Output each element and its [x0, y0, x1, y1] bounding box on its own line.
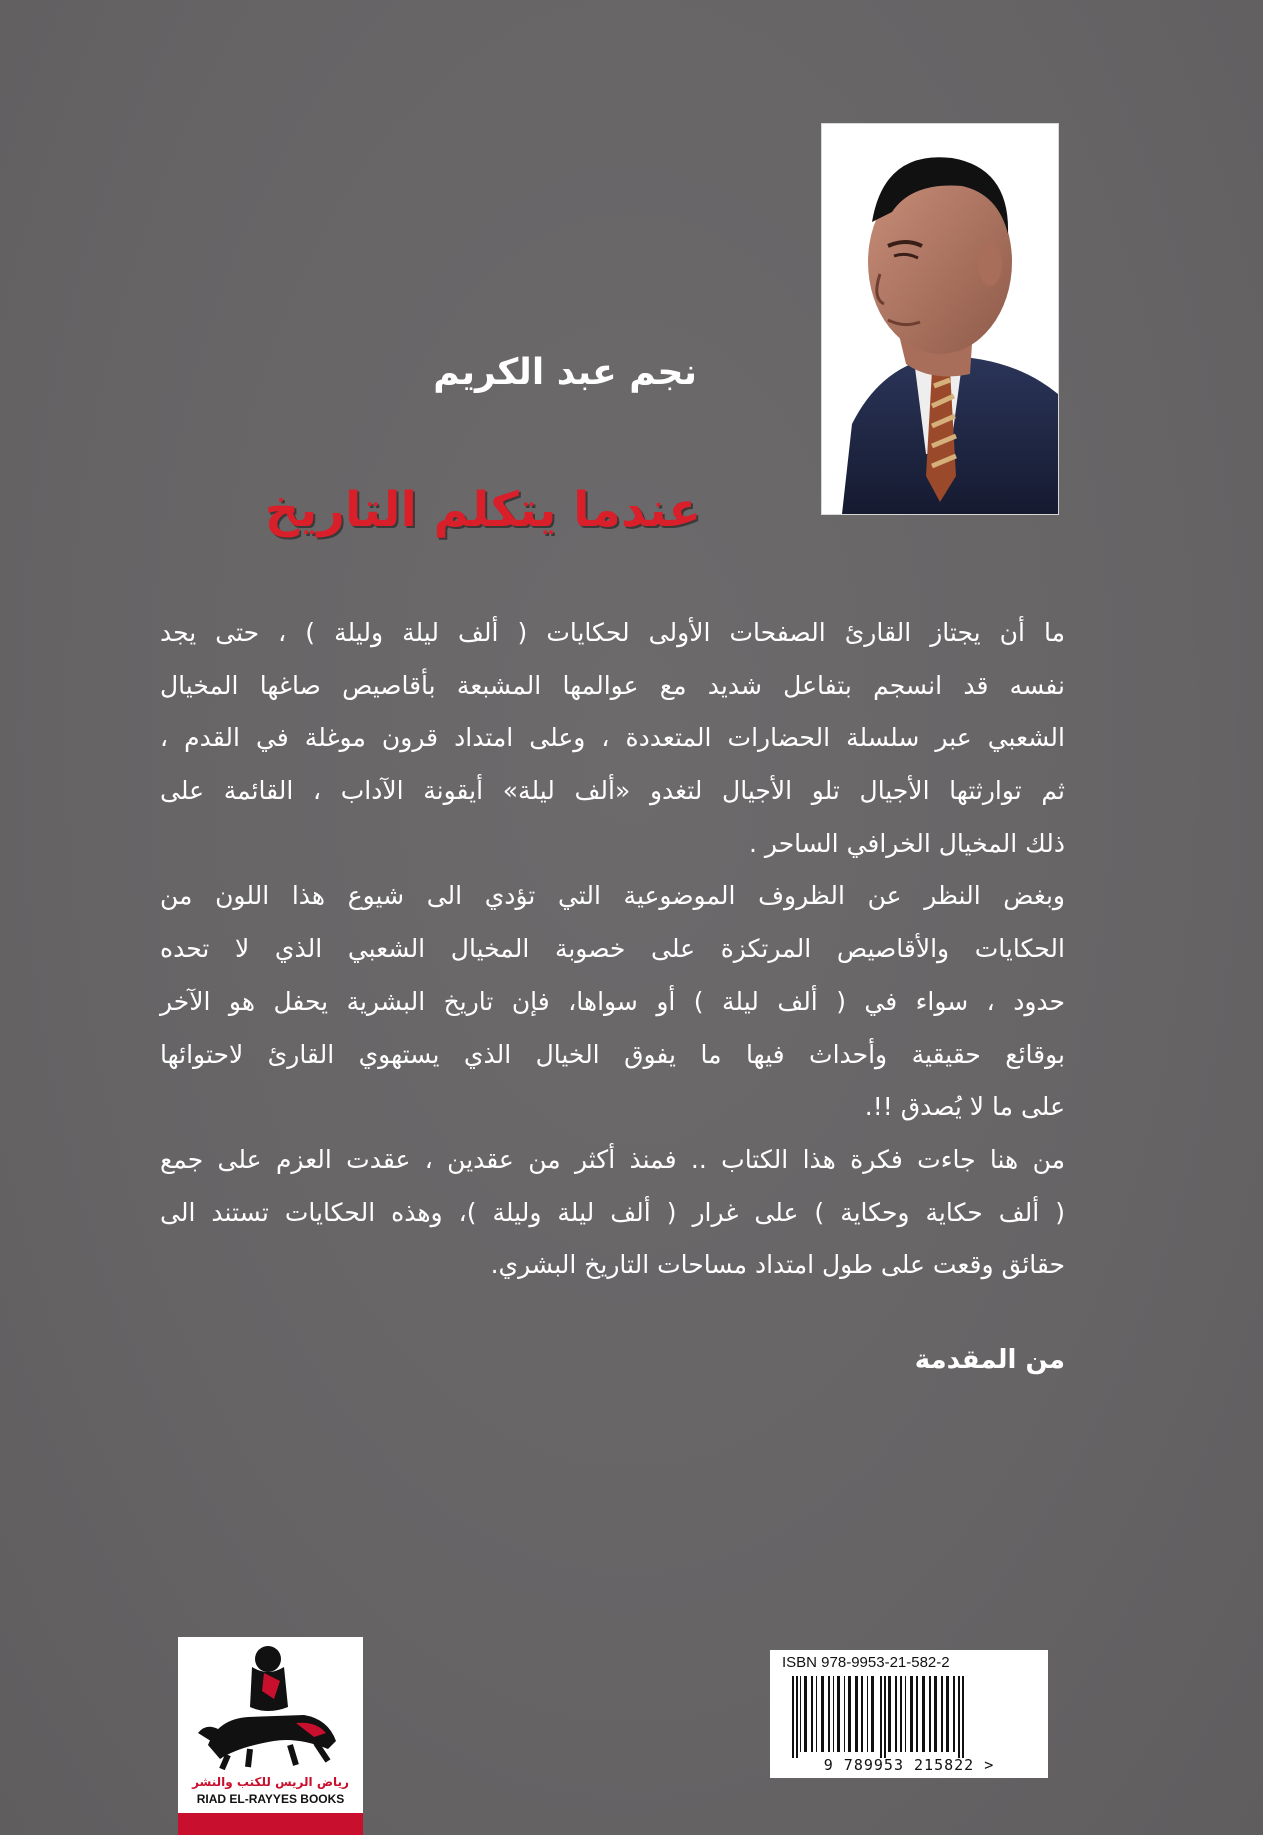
- blurb-line: ثم توارثتها الأجيال تلو الأجيال لتغدو «ألف ليلة» أيقونة الآداب ، القائمة على: [160, 776, 1065, 806]
- barcode-bar: [821, 1676, 824, 1752]
- isbn-label: ISBN 978-9953-21-582-2: [782, 1654, 950, 1671]
- blurb-line: ما أن يجتاز القارئ الصفحات الأولى لحكايات ( ألف ليلة وليلة ) ، حتى يجد: [160, 618, 1065, 647]
- barcode-bar: [922, 1676, 925, 1752]
- blurb-line: من هنا جاءت فكرة هذا الكتاب .. فمنذ أكثر من عقدين ، عقدت العزم على جمع: [160, 1144, 1065, 1174]
- author-portrait-image: [822, 124, 1058, 514]
- blurb-line: ذلك المخيال الخرافي الساحر .: [749, 828, 1065, 858]
- barcode-bar: [962, 1676, 964, 1758]
- barcode-bar: [934, 1676, 937, 1752]
- barcode-bar: [871, 1676, 874, 1752]
- barcode-bar: [837, 1676, 840, 1752]
- blurb-line: الحكايات والأقاصيص المرتكزة على خصوبة المخيال الشعبي الذي لا تحده: [160, 934, 1065, 964]
- blurb-line: على ما لا يُصدق !!.: [864, 1092, 1065, 1122]
- barcode-bar: [888, 1676, 891, 1752]
- barcode-bar: [916, 1676, 918, 1752]
- blurb-paragraph: [160, 1134, 1065, 1292]
- barcode-bar: [800, 1676, 801, 1752]
- barcode-bar: [895, 1676, 897, 1752]
- publisher-english-name: RIAD EL-RAYYES BOOKS: [196, 1792, 345, 1806]
- barcode-bar: [855, 1676, 858, 1752]
- blurb-line: حدود ، سواء في ( ألف ليلة ) أو سواها، فإن تاريخ البشرية يحفل هو الآخر: [160, 986, 1065, 1016]
- barcode-bar: [796, 1676, 798, 1758]
- barcode-bar: [929, 1676, 931, 1752]
- blurb-signature: من المقدمة: [914, 1345, 1065, 1375]
- author-name: نجم عبد الكريم: [433, 352, 697, 393]
- publisher-red-bar: [178, 1813, 363, 1835]
- barcode-bar: [816, 1676, 817, 1752]
- barcode-bar: [910, 1676, 913, 1752]
- blurb-line: بوقائع حقيقية وأحداث فيها ما يفوق الخيال الذي يستهوي القارئ لاحتوائها: [160, 1039, 1065, 1069]
- blurb-line: حقائق وقعت على طول امتداد مساحات التاريخ البشري.: [490, 1250, 1065, 1280]
- barcode-bar: [792, 1676, 794, 1758]
- barcode-bar: [941, 1676, 943, 1752]
- barcode-bar: [880, 1676, 882, 1758]
- blurb-text: [160, 607, 1065, 1292]
- publisher-arabic-name: رياض الريس للكتب والنشر: [192, 1775, 349, 1789]
- blurb-line: الشعبي عبر سلسلة الحضارات المتعددة ، وعلى امتداد قرون موغلة في القدم ،: [160, 723, 1065, 753]
- barcode-bar: [804, 1676, 807, 1752]
- barcode-bar: [946, 1676, 949, 1752]
- barcode-bar: [811, 1676, 813, 1752]
- blurb-line: ( ألف حكاية وحكاية ) على غرار ( ألف ليلة وليلة )، وهذه الحكايات تستند الى: [160, 1197, 1065, 1227]
- barcode-bar: [828, 1676, 830, 1752]
- barcode-bar: [844, 1676, 845, 1752]
- barcode-bar: [958, 1676, 960, 1758]
- barcode-digits: 9 789953 215822 >: [823, 1756, 995, 1774]
- barcode-bar: [900, 1676, 902, 1752]
- publisher-logo: [178, 1637, 363, 1835]
- blurb-paragraph: [160, 870, 1065, 1133]
- barcode-bar: [884, 1676, 886, 1758]
- barcode-bar: [905, 1676, 906, 1752]
- barcode-bar: [953, 1676, 955, 1752]
- blurb-paragraph: [160, 607, 1065, 870]
- book-title: عندما يتكلم التاريخ: [264, 482, 701, 538]
- blurb-line: نفسه قد انسجم بتفاعل شديد مع عوالمها المشبعة بأقاصيص صاغها المخيال: [160, 670, 1065, 700]
- barcode-bar: [867, 1676, 868, 1752]
- isbn-barcode: [770, 1650, 1048, 1778]
- blurb-line: وبغض النظر عن الظروف الموضوعية التي تؤدي الى شيوع هذا اللون من: [160, 881, 1065, 911]
- author-photo: [822, 124, 1058, 514]
- barcode-bar: [833, 1676, 834, 1752]
- barcode-bar: [848, 1676, 851, 1752]
- barcode-bar: [861, 1676, 863, 1752]
